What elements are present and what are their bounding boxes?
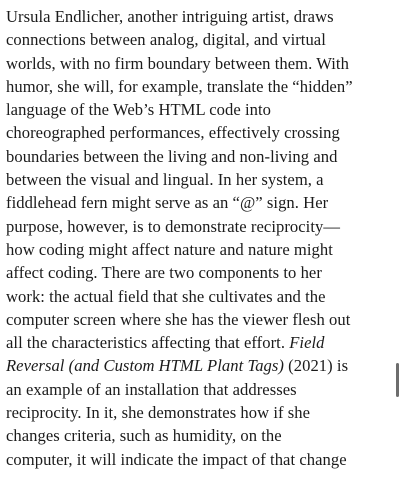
text-line bbox=[6, 191, 398, 214]
italic-title-segment: Reversal (and Custom HTML Plant Tags) bbox=[6, 356, 284, 376]
italic-title-segment: Field bbox=[289, 333, 325, 353]
text-line bbox=[6, 145, 398, 168]
text-line bbox=[6, 168, 398, 191]
text-line bbox=[6, 52, 398, 75]
text-segment: how coding might affect nature and nature might bbox=[6, 239, 333, 259]
text-line bbox=[6, 285, 398, 308]
text-line bbox=[6, 261, 398, 284]
text-segment: reciprocity. In it, she demonstrates how if she bbox=[6, 403, 311, 423]
text-segment: humor, she will, for example, translate the “hidden” bbox=[6, 76, 353, 96]
text-segment: computer, it will indicate the impact of that change bbox=[6, 449, 347, 469]
text-segment: connections between analog, digital, and virtual bbox=[6, 30, 326, 50]
text-segment: work: the actual field that she cultivates and the bbox=[6, 286, 326, 306]
text-segment: computer screen where she has the viewer flesh out bbox=[6, 309, 351, 329]
text-segment: Ursula Endlicher, another intriguing artist, draws bbox=[6, 7, 334, 26]
text-line bbox=[6, 238, 398, 261]
scroll-indicator[interactable] bbox=[396, 363, 399, 397]
text-segment: boundaries between the living and non-living and bbox=[6, 146, 338, 166]
text-segment: choreographed performances, effectively crossing bbox=[6, 123, 340, 143]
text-line bbox=[6, 378, 398, 401]
text-line bbox=[6, 331, 398, 354]
article-body bbox=[6, 5, 398, 471]
text-line bbox=[6, 98, 398, 121]
text-line bbox=[6, 121, 398, 144]
text-segment: worlds, with no firm boundary between them. With bbox=[6, 53, 349, 73]
text-segment: changes criteria, such as humidity, on the bbox=[6, 426, 282, 446]
text-line bbox=[6, 5, 398, 28]
text-line bbox=[6, 401, 398, 424]
text-line bbox=[6, 448, 398, 471]
text-segment: language of the Web’s HTML code into bbox=[6, 100, 271, 120]
text-line bbox=[6, 354, 398, 377]
text-segment: affect coding. There are two components to her bbox=[6, 263, 322, 283]
text-segment: an example of an installation that addresses bbox=[6, 379, 297, 399]
text-segment: all the characteristics affecting that effort. bbox=[6, 333, 290, 353]
text-segment: (2021) is bbox=[283, 356, 349, 376]
text-line bbox=[6, 424, 398, 447]
text-segment: fiddlehead fern might serve as an “@” sign. Her bbox=[6, 193, 329, 213]
text-line bbox=[6, 75, 398, 98]
text-line bbox=[6, 28, 398, 51]
text-line bbox=[6, 215, 398, 238]
text-line bbox=[6, 308, 398, 331]
text-segment: between the visual and lingual. In her system, a bbox=[6, 170, 324, 190]
text-segment: purpose, however, is to demonstrate reciprocity— bbox=[6, 216, 340, 236]
